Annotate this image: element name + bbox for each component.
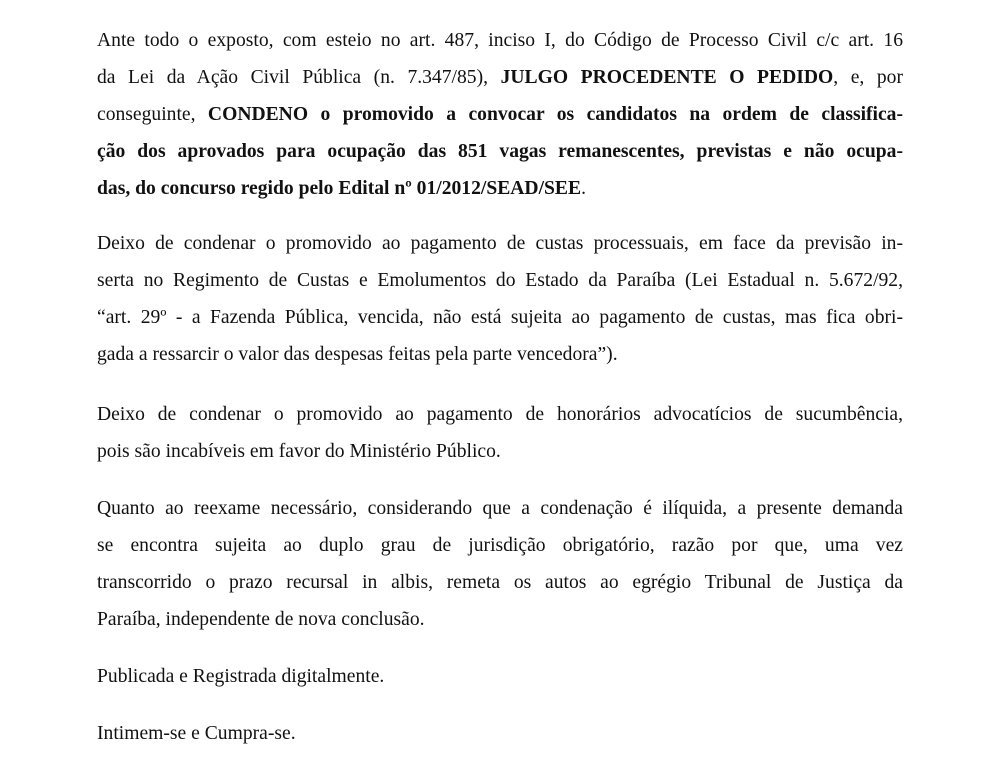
paragraph-4-line-1 — [97, 497, 903, 521]
text-segment: serta no Regimento de Custas e Emolumentos do Estado da Paraíba (Lei Estadual n. 5.672/92, — [97, 270, 903, 291]
bold-segment: JULGO PROCEDENTE O PEDIDO — [500, 67, 834, 88]
text-segment: . — [581, 178, 586, 199]
paragraph-4-line-4 — [97, 608, 903, 632]
text-segment: se encontra sujeita ao duplo grau de jurisdição obrigatório, razão por que, uma vez — [97, 535, 903, 556]
text-segment: Deixo de condenar o promovido ao pagamento de custas processuais, em face da previsão in- — [97, 233, 903, 254]
text-segment: Paraíba, independente de nova conclusão. — [97, 609, 425, 630]
paragraph-2-line-2 — [97, 269, 903, 293]
paragraph-2-line-1 — [97, 232, 903, 256]
paragraph-3-line-2 — [97, 440, 903, 464]
text-segment: Deixo de condenar o promovido ao pagamento de honorários advocatícios de sucumbência, — [97, 404, 903, 425]
paragraph-5-line-1 — [97, 665, 903, 689]
paragraph-1-line-5 — [97, 177, 903, 201]
text-segment: gada a ressarcir o valor das despesas feitas pela parte vencedora”). — [97, 344, 618, 365]
paragraph-1-line-4 — [97, 140, 903, 164]
text-segment: Quanto ao reexame necessário, considerando que a condenação é ilíquida, a presente demanda — [97, 498, 903, 519]
text-segment: conseguinte, — [97, 104, 208, 125]
paragraph-2-line-3 — [97, 306, 903, 330]
text-segment: pois são incabíveis em favor do Ministério Público. — [97, 441, 501, 462]
paragraph-1-line-1 — [97, 29, 903, 53]
text-segment: transcorrido o prazo recursal in albis, remeta os autos ao egrégio Tribunal de Justiça da — [97, 572, 903, 593]
text-segment: “art. 29º - a Fazenda Pública, vencida, não está sujeita ao pagamento de custas, mas fica obri- — [97, 307, 903, 328]
paragraph-6-line-1 — [97, 722, 903, 746]
text-segment: Intimem-se e Cumpra-se. — [97, 723, 296, 744]
paragraph-4-line-2 — [97, 534, 903, 558]
text-segment: Publicada e Registrada digitalmente. — [97, 666, 385, 687]
paragraph-3-line-1 — [97, 403, 903, 427]
bold-segment: das, do concurso regido pelo Edital nº 01/2012/SEAD/SEE — [97, 178, 582, 199]
text-segment: da Lei da Ação Civil Pública (n. 7.347/85), — [97, 67, 501, 88]
bold-segment: CONDENO o promovido a convocar os candidatos na ordem de classifica- — [207, 104, 903, 125]
paragraph-2-line-4 — [97, 343, 903, 367]
paragraph-1-line-2 — [97, 66, 903, 90]
text-segment: Ante todo o exposto, com esteio no art. 487, inciso I, do Código de Processo Civil c/c art. 16 — [97, 30, 903, 51]
paragraph-1-line-3 — [97, 103, 903, 127]
paragraph-4-line-3 — [97, 571, 903, 595]
bold-segment: ção dos aprovados para ocupação das 851 vagas remanescentes, previstas e não ocupa- — [97, 141, 903, 162]
text-segment: , e, por — [833, 67, 903, 88]
